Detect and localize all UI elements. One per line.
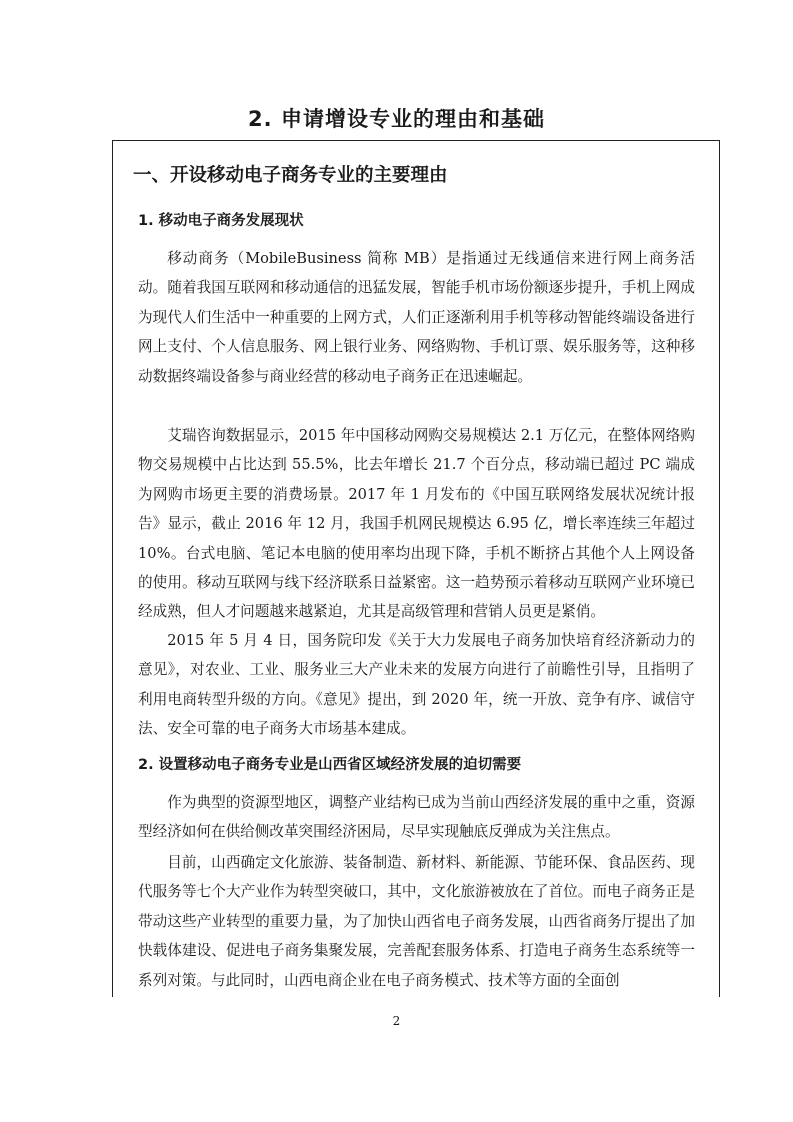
paragraph: 2015 年 5 月 4 日，国务院印发《关于大力发展电子商务加快培育经济新动力的意见》，对农业、工业、服务业三大产业未来的发展方向进行了前瞻性引导，且指明了利用电商转型升级的方向。《意见》提出，到 2020 年，统一开放、竞争有序、诚信守法、安全可靠的电子商务大市场基本建成。: [138, 632, 695, 738]
paragraph: 作为典型的资源型地区，调整产业结构已成为当前山西经济发展的重中之重，资源型经济如何在供给侧改革突围经济困局，尽早实现触底反弹成为关注焦点。: [138, 794, 695, 841]
subsection-heading-1: 1. 移动电子商务发展现状: [138, 213, 304, 229]
section-heading: 一、开设移动电子商务专业的主要理由: [133, 165, 448, 186]
page-title: 2. 申请增设专业的理由和基础: [248, 107, 545, 131]
page-number: 2: [392, 1014, 401, 1028]
paragraph: 移动商务（MobileBusiness 简称 MB）是指通过无线通信来进行网上商务活动。随着我国互联网和移动通信的迅猛发展，智能手机市场份额逐步提升，手机上网成为现代人们生活中一种重要的上网方式，人们正逐渐利用手机等移动智能终端设备进行网上支付、个人信息服务、网上银行业务、网络购物、手机订票、娱乐服务等，这种移动数据终端设备参与商业经营的移动电子商务正在迅速崛起。: [138, 250, 695, 385]
paragraph: 艾瑞咨询数据显示，2015 年中国移动网购交易规模达 2.1 万亿元，在整体网络购物交易规模中占比达到 55.5%，比去年增长 21.7 个百分点，移动端已超过 PC 端成为网购市场更主要的消费场景。2017 年 1 月发布的《中国互联网络发展状况统计报告》显示，截止 2016 年 12 月，我国手机网民规模达 6.95 亿，增长率连续三年超过 10%。台式电脑、笔记本电脑的使用率均出现下降，手机不断挤占其他个人上网设备的使用。移动互联网与线下经济联系日益紧密。这一趋势预示着移动互联网产业环境已经成熟，但人才问题越来越紧迫，尤其是高级管理和营销人员更是紧俏。: [138, 427, 695, 621]
paragraph: 目前，山西确定文化旅游、装备制造、新材料、新能源、节能环保、食品医药、现代服务等七个大产业作为转型突破口，其中，文化旅游被放在了首位。而电子商务正是带动这些产业转型的重要力量，为了加快山西省电子商务发展，山西省商务厅提出了加快载体建设、促进电子商务集聚发展，完善配套服务体系、打造电子商务生态系统等一系列对策。与此同时，山西电商企业在电子商务模式、技术等方面的全面创: [138, 854, 695, 989]
subsection-heading-2: 2. 设置移动电子商务专业是山西省区域经济发展的迫切需要: [138, 757, 522, 773]
content-frame: [112, 140, 720, 997]
